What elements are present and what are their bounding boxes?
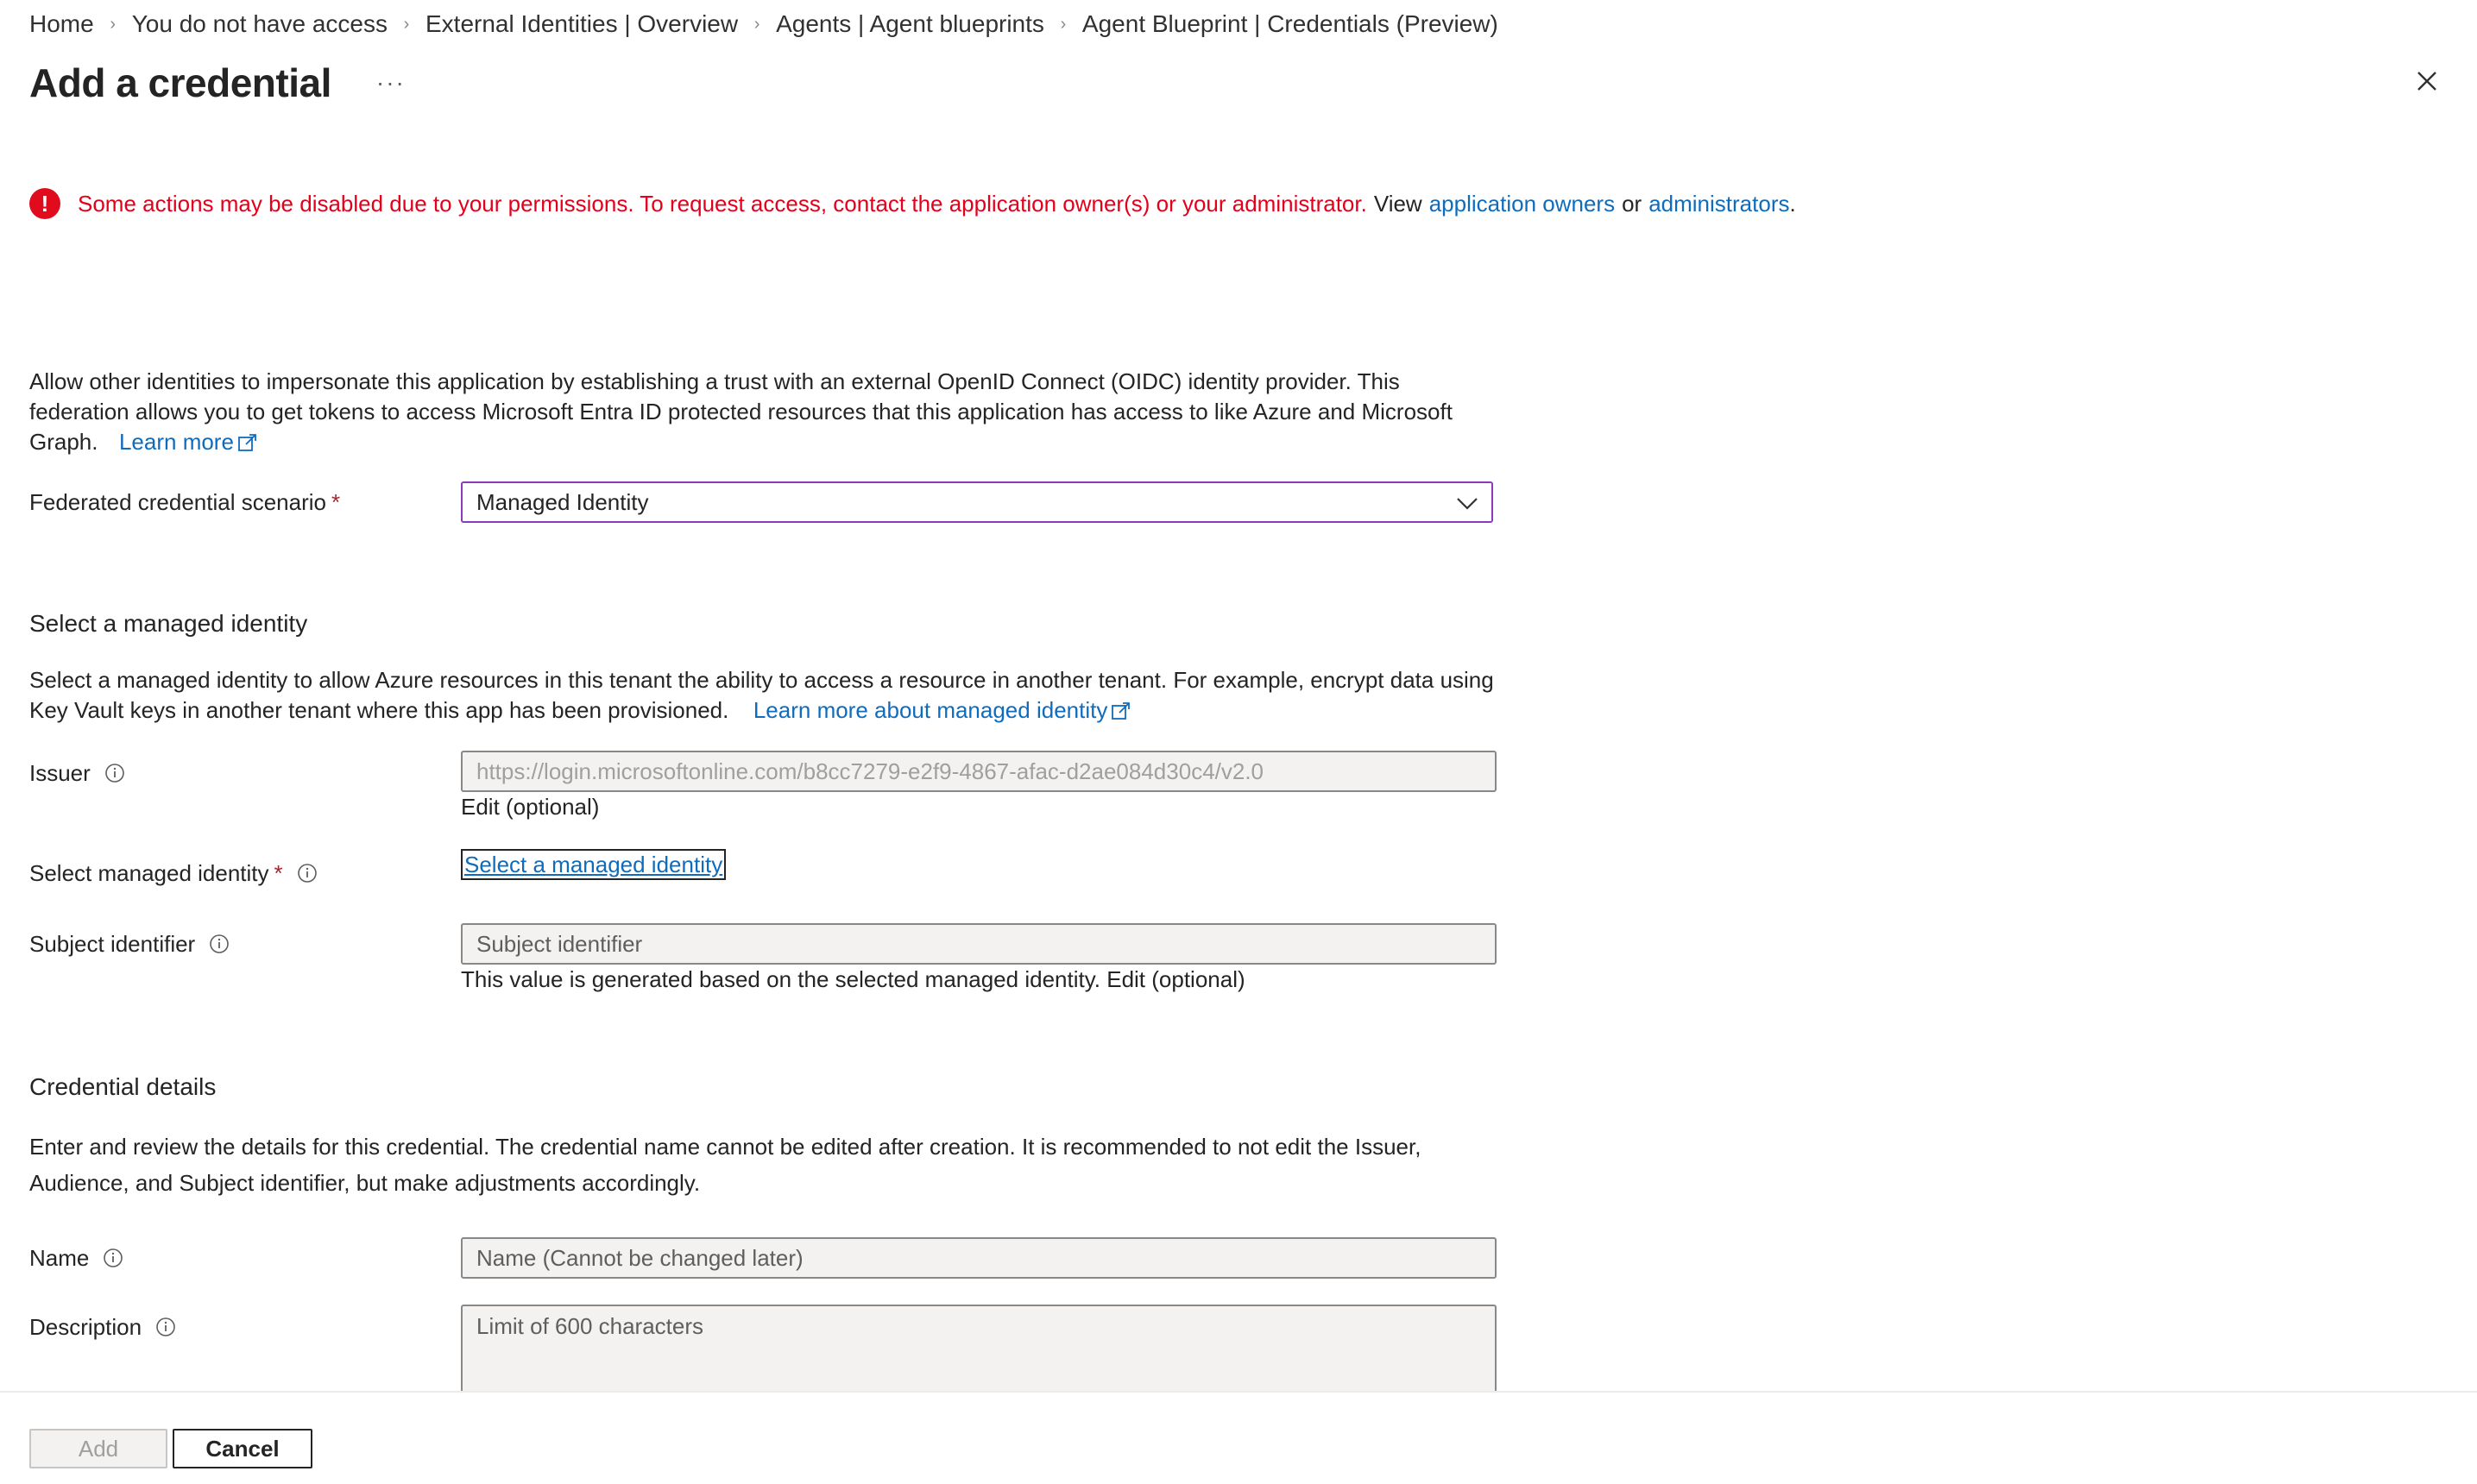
cancel-button[interactable]: Cancel	[173, 1429, 312, 1468]
error-icon: !	[29, 188, 60, 219]
application-owners-link[interactable]: application owners	[1428, 190, 1616, 217]
name-label	[29, 1242, 123, 1273]
breadcrumb-item-home[interactable]: Home	[29, 10, 94, 37]
more-icon[interactable]: ···	[375, 69, 406, 96]
description-label-text: Description	[29, 1313, 142, 1340]
breadcrumb	[29, 7, 1498, 41]
subject-identifier-label	[29, 928, 230, 959]
breadcrumb-item-credentials[interactable]: Agent Blueprint | Credentials (Preview)	[1081, 10, 1498, 37]
managed-identity-heading: Select a managed identity	[29, 610, 308, 637]
breadcrumb-item-no-access[interactable]: You do not have access	[131, 10, 388, 37]
subject-identifier-helper: This value is generated based on the selected managed identity. Edit (optional)	[461, 966, 1245, 992]
learn-more-link[interactable]: Learn more	[118, 429, 234, 455]
description-textarea[interactable]	[461, 1305, 1497, 1394]
footer-bar	[0, 1391, 2477, 1484]
description-label	[29, 1311, 176, 1343]
subject-identifier-label-text: Subject identifier	[29, 930, 196, 957]
scenario-label-text: Federated credential scenario	[29, 488, 326, 515]
scenario-label	[29, 487, 340, 518]
external-link-icon	[1111, 699, 1131, 720]
close-icon[interactable]	[2411, 66, 2442, 97]
select-managed-identity-link[interactable]: Select a managed identity	[461, 849, 726, 880]
required-marker: *	[331, 488, 341, 515]
info-icon[interactable]	[103, 1248, 123, 1268]
page-title: Add a credential	[29, 60, 331, 105]
info-icon[interactable]	[155, 1317, 176, 1337]
scenario-dropdown[interactable]	[461, 481, 1493, 523]
administrators-link[interactable]: administrators	[1648, 190, 1790, 217]
external-link-icon	[237, 431, 258, 451]
alert-view-text: View	[1373, 190, 1422, 217]
chevron-down-icon	[1455, 491, 1479, 515]
credential-details-heading: Credential details	[29, 1073, 217, 1100]
intro-text: Allow other identities to impersonate this application by establishing a trust with an external OpenID Connect (OIDC) identity provider. This federation allows you to get tokens to access Microsoft Entra ID protected resources that this application has access to like Azure and Microsoft Graph.	[29, 368, 1453, 455]
subject-identifier-input[interactable]	[461, 923, 1497, 965]
issuer-field[interactable]	[461, 751, 1497, 792]
alert-or-text: or	[1622, 190, 1642, 217]
info-icon[interactable]	[209, 934, 230, 954]
name-label-text: Name	[29, 1244, 90, 1271]
info-icon[interactable]	[297, 863, 318, 883]
alert-message: Some actions may be disabled due to your permissions. To request access, contact the application owner(s) or your administrator.	[78, 190, 1367, 217]
alert-period: .	[1789, 190, 1796, 217]
info-icon[interactable]	[104, 763, 125, 783]
credential-details-description: Enter and review the details for this credential. The credential name cannot be edited after creation. It is recommended to not edit the Issuer, Audience, and Subject identifier, but make adjustments accordingly.	[29, 1134, 1421, 1196]
intro-paragraph	[29, 367, 1497, 457]
select-managed-identity-label-text: Select managed identity	[29, 859, 269, 886]
select-managed-identity-label	[29, 858, 318, 889]
issuer-label	[29, 758, 125, 789]
name-input[interactable]	[461, 1237, 1497, 1279]
chevron-right-icon: ›	[403, 14, 410, 34]
title-row	[29, 55, 406, 110]
managed-identity-description-text: Select a managed identity to allow Azure resources in this tenant the ability to access a resource in another tenant. For example, encrypt data using Key Vault keys in another tenant where this app has been provisioned.	[29, 667, 1494, 723]
chevron-right-icon: ›	[753, 14, 760, 34]
chevron-right-icon: ›	[110, 14, 117, 34]
scenario-dropdown-value: Managed Identity	[476, 488, 649, 515]
learn-more-managed-identity-link[interactable]: Learn more about managed identity	[753, 697, 1108, 723]
permission-alert	[29, 186, 1796, 221]
breadcrumb-item-agent-blueprints[interactable]: Agents | Agent blueprints	[776, 10, 1044, 37]
required-marker: *	[274, 859, 283, 886]
issuer-label-text: Issuer	[29, 759, 91, 786]
chevron-right-icon: ›	[1060, 14, 1067, 34]
add-button[interactable]: Add	[29, 1429, 167, 1468]
issuer-edit-optional[interactable]: Edit (optional)	[461, 794, 600, 820]
breadcrumb-item-external-identities[interactable]: External Identities | Overview	[425, 10, 739, 37]
managed-identity-description	[29, 665, 1531, 726]
